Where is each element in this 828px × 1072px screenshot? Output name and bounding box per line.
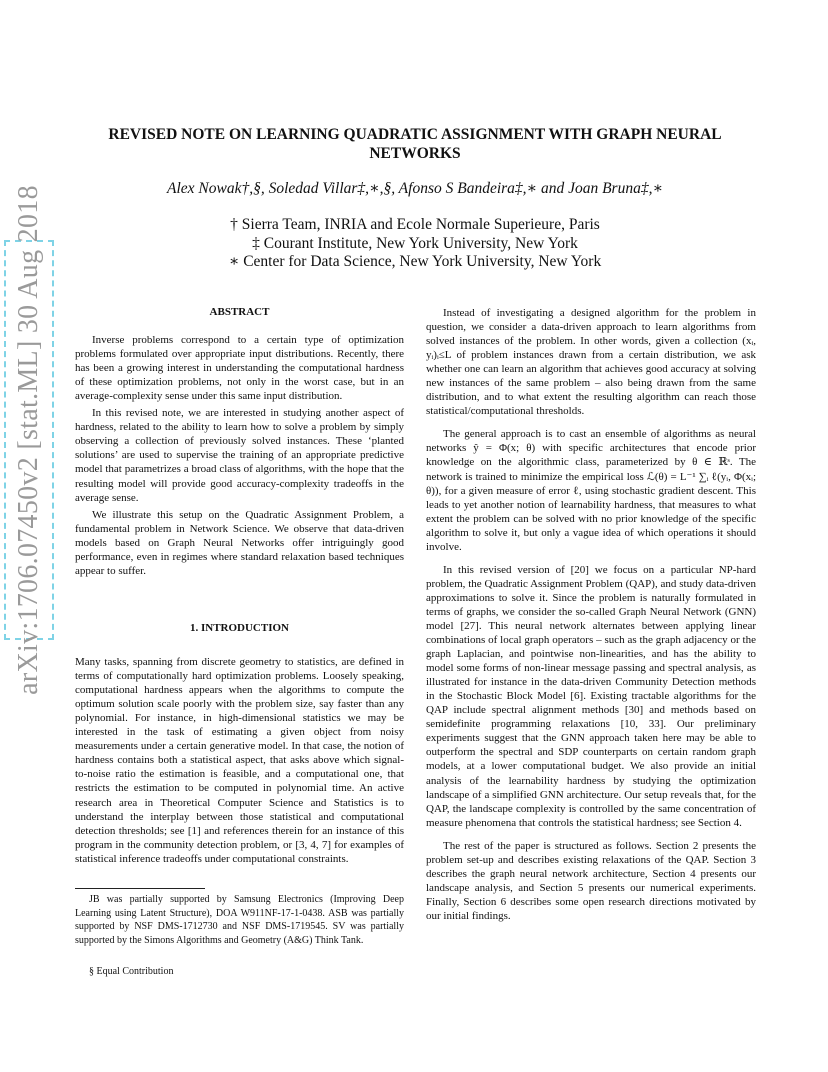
intro-paragraph-5: The rest of the paper is structured as follows. Section 2 presents the problem set-up and describes existing relaxations of the QAP. Section 3 describes the graph neural network architecture, Section 4 presents our landscape analysis, and Section 5 presents our numerical experiments. Finally, Section 6 describes some open research directions motivated by our initial findings.: [426, 839, 756, 922]
arxiv-watermark: [4, 185, 54, 695]
introduction-heading: 1. INTRODUCTION: [189, 622, 289, 634]
title-line-1: REVISED NOTE ON LEARNING QUADRATIC ASSIGNMENT WITH GRAPH NEURAL: [108, 126, 722, 143]
intro-paragraph-3: The general approach is to cast an ensemble of algorithms as neural networks ŷ = Φ(x; θ) with specific architectures that encode prior knowledge on the algorithmic class, parameterized by θ ∈ ℝˢ. The network is trained to minimize the empirical loss ℒ(θ) = L⁻¹ ∑ᵢ ℓ(yᵢ, Φ(xᵢ; θ)), for a given measure of error ℓ, using stochastic gradient descent. This leads to yet another notion of learnability hardness, that measures to what extent the problem can be solved with no prior knowledge of the specific algorithm to solve it, but only a vague idea of which operations it should involve.: [426, 428, 756, 553]
paper-title: [70, 125, 760, 163]
intro-paragraph-4: In this revised version of [20] we focus on a particular NP-hard problem, the Quadratic Assignment Problem (QAP), and study data-driven approximations to solve it. Since the problem is naturally formulated in terms of graphs, we consider the so-called Graph Neural Network (GNN) model [27]. This neural network alternates between applying linear combinations of local graph operators – such as the graph adjacency or the graph Laplacian, and pointwise non-linearities, and has the ability to model some forms of non-linear message passing and spectral analysis, as illustrated for instance in the data-driven Community Detection methods in the Stochastic Block Model [6]. Existing tractable algorithms for the QAP include spectral alignment methods [30] and methods based on semidefinite programming relaxations [10, 33]. Our preliminary experiments suggest that the GNN approach taken here may be able to outperform the spectral and SDP counterparts on certain random graph models, at a lower computational budget. We also provide an initial analysis of the learnability hardness by studying the optimization landscape of a simplified GNN architecture. Our setup reveals that, for the QAP, the landscape complexity is controlled by the same concentration of measure phenomena that controls the statistical hardness; see Section 4.: [426, 563, 756, 829]
affiliation-inria: † Sierra Team, INRIA and Ecole Normale Superieure, Paris: [230, 216, 600, 233]
affiliations: [70, 216, 760, 272]
abstract-section: [75, 305, 404, 578]
introduction-section: [75, 621, 404, 866]
funding-footnote: JB was partially supported by Samsung Electronics (Improving Deep Learning using Latent Structure), DOA W911NF-17-1-0438. ASB was partially supported by NSF DMS-1712730 and NSF DMS-1719545. SV was partially supported by the Simons Algorithms and Geometry (A&G) Think Tank.: [75, 894, 404, 946]
abstract-heading: ABSTRACT: [209, 306, 270, 318]
intro-paragraph-2: Instead of investigating a designed algorithm for the problem in question, we consider a data-driven approach to learn algorithms from solved instances of the problem. In other words, given a collection (xᵢ, yᵢ)ᵢ≤L of problem instances drawn from a certain distribution, we ask whether one can learn an algorithm that achieves good accuracy at solving new instances of the same problem – also being drawn from the same distribution, and to what extent the resulting algorithm can reach those statistical/computational thresholds.: [426, 307, 756, 418]
title-line-2: NETWORKS: [369, 145, 461, 162]
author-list: Alex Nowak†,§, Soledad Villar‡,∗,§, Afonso S Bandeira‡,∗ and Joan Bruna‡,∗: [167, 180, 663, 197]
equal-contribution-footnote: § Equal Contribution: [89, 966, 174, 977]
abstract-paragraph-1: Inverse problems correspond to a certain type of optimization problems formulated over appropriate input distributions. Recently, there has been a growing interest in understanding the computational hardness of these optimization problems, not only in the worst case, but in an average-complexity sense under this same input distribution.: [75, 334, 404, 403]
affiliation-courant: ‡ Courant Institute, New York University, New York: [252, 234, 578, 252]
right-column: [426, 306, 756, 923]
affiliation-cds: ∗ Center for Data Science, New York University, New York: [228, 253, 602, 270]
abstract-paragraph-3: We illustrate this setup on the Quadratic Assignment Problem, a fundamental problem in Network Science. We observe that data-driven models based on Graph Neural Networks offer intriguingly good performance, even in regimes where standard relaxation based techniques appear to suffer.: [75, 508, 404, 577]
arxiv-id: arXiv:1706.07450v2 [stat.ML] 30 Aug 2018: [13, 185, 44, 695]
abstract-paragraph-2: In this revised note, we are interested in studying another aspect of hardness, related to the ability to learn how to solve a problem by simply observing a collection of previously solved instances. These ‘planted solutions’ are used to supervise the training of an appropriate predictive model that parametrizes a broad class of algorithms, with the hope that the resulting model will provide good accuracy-complexity tradeoffs in the average sense.: [75, 407, 404, 504]
introduction-paragraph: Many tasks, spanning from discrete geometry to statistics, are defined in terms of computationally hard optimization problems. Loosely speaking, computational hardness appears when the algorithms to compute the optimum solution scale poorly with the problem size, say faster than any polynomial. For instance, in high-dimensional statistics we may be interested in the task of estimating a given object from noisy measurements under a certain generative model. In that case, the notion of hardness contains both a statistical aspect, that asks above which signal-to-noise ratio the estimation is feasible, and a computational one, that restricts the estimation to be computed in polynomial time. An active research area in Theoretical Computer Science and Statistics is to understand the interplay between those statistical and computational detection thresholds; see [1] and references therein for an instance of this program in the community detection problem, or [3, 4, 7] for examples of statistical inference tradeoffs under computational constraints.: [75, 656, 404, 865]
footnote-rule: [75, 888, 205, 889]
